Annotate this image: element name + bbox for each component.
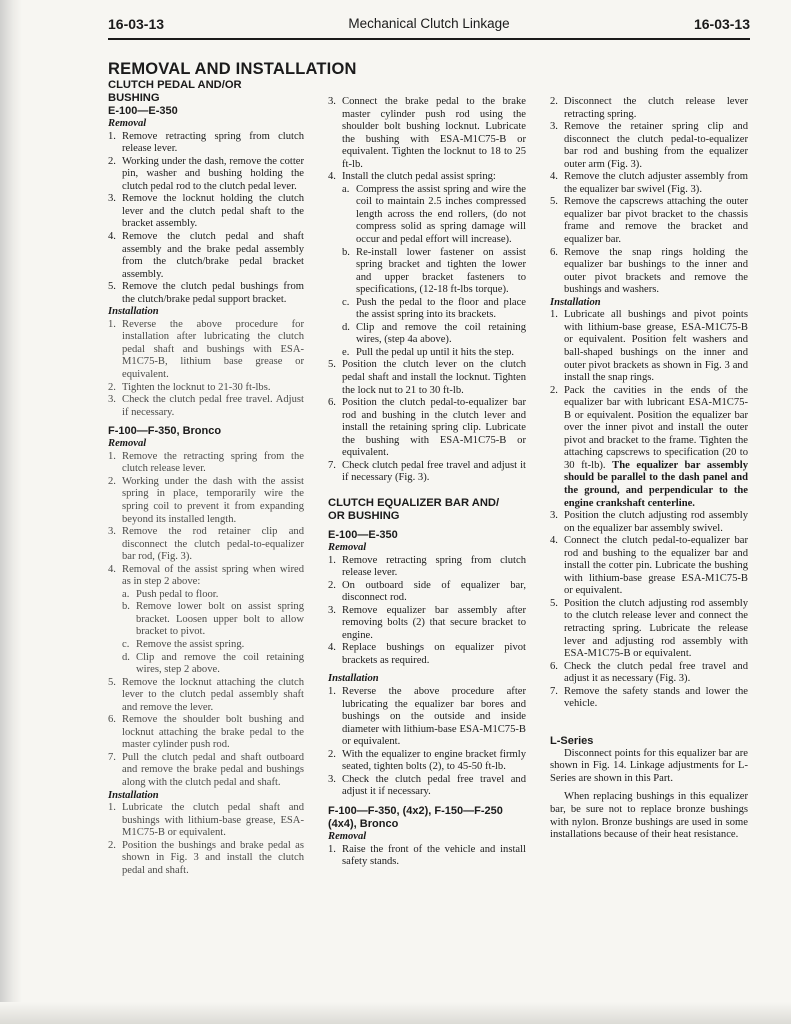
step-text: Check the clutch pedal free travel and adjust it if necessary. xyxy=(342,773,526,798)
step-text: On outboard side of equalizer bar, disconnect rod. xyxy=(342,579,526,604)
list-item xyxy=(328,359,526,397)
step-number: 4. xyxy=(108,230,116,242)
step-text: Reverse the above procedure for installation after lubricating the clutch pedal shaft and bushings with ESA-M1C75-B, lithium base grease or equivalent. xyxy=(122,318,304,381)
step-number: e. xyxy=(342,346,350,358)
step-text: Remove the retainer spring clip and disconnect the clutch pedal-to-equalizer bar rod and bushing from the equalizer outer arm (Fig. 3). xyxy=(564,121,748,170)
list-item xyxy=(108,601,304,639)
step-emphasis: The equalizer bar assembly should be parallel to the dash panel and the ground, and perpendicular to the engine crankshaft centerline. xyxy=(564,459,748,509)
step-number: 3. xyxy=(108,526,116,538)
lseries-paragraph-1: Disconnect points for this equalizer bar are shown in Fig. 14. Linkage adjustments for L-Series are shown in this Part. xyxy=(550,747,748,784)
installation-label: Installation xyxy=(108,306,159,318)
list-item xyxy=(328,96,526,171)
step-number: c. xyxy=(122,639,130,651)
list-item xyxy=(108,639,304,652)
step-text: Remove the locknut attaching the clutch lever to the clutch pedal assembly shaft and remove the lever. xyxy=(122,676,304,713)
step-text: Remove the snap rings holding the equalizer bar bushings to the inner and outer pivot brackets and remove the bushings and washers. xyxy=(564,246,748,296)
step-text: Tighten the locknut to 21-30 ft-lbs. xyxy=(122,381,271,393)
list-item xyxy=(108,394,304,419)
step-text: Position the clutch pedal-to-equalizer bar rod and bushing in the clutch lever and install the retaining spring clip. Lubricate the bushing with ESA-M1C75-B or equivalent. xyxy=(342,397,526,459)
step-number: d. xyxy=(122,651,130,663)
step-number: 3. xyxy=(328,773,336,785)
step-text: Remove the retracting spring from the clutch release lever. xyxy=(122,450,304,475)
list-item xyxy=(328,347,526,360)
step-number: 4. xyxy=(108,563,116,575)
list-item xyxy=(108,752,304,790)
step-text: Check clutch pedal free travel and adjust it if necessary (Fig. 3). xyxy=(342,459,526,484)
step-number: 7. xyxy=(108,751,116,763)
list-item xyxy=(328,460,526,485)
step-text: Connect the brake pedal to the brake master cylinder push rod using the shoulder bolt bushing locknut. Lubricate the bushing with ESA-M1C75-B or equivalent. Tighten the locknut to 18 to 25 ft-lb. xyxy=(342,96,526,170)
installation-label-2: Installation xyxy=(108,789,159,801)
removal-label-3: Removal xyxy=(328,541,367,553)
step-text: Removal of the assist spring when wired as in step 2 above: xyxy=(122,563,304,588)
step-text: Pull the clutch pedal and shaft outboard and remove the brake pedal and bushings along with the clutch pedal and shaft. xyxy=(122,751,304,789)
step-number: 1. xyxy=(550,309,558,321)
step-text: Remove the clutch adjuster assembly from the equalizer bar swivel (Fig. 3). xyxy=(564,171,748,195)
step-number: 5. xyxy=(328,359,336,371)
step-number: 4. xyxy=(328,642,336,654)
step-text: Raise the front of the vehicle and install safety stands. xyxy=(342,843,526,868)
step-number: 5. xyxy=(550,196,558,208)
model-heading-2: F-100—F-350, Bronco xyxy=(108,425,222,438)
step-number: 3. xyxy=(328,96,336,107)
install-steps-cont-2 xyxy=(328,359,526,484)
list-item xyxy=(328,605,526,643)
step-text: Position the bushings and brake pedal as shown in Fig. 3 and install the clutch pedal and shaft. xyxy=(122,839,304,876)
step-text: Push the pedal to the floor and place the assist spring into its brackets. xyxy=(356,296,526,321)
removal-steps-3 xyxy=(328,555,526,668)
removal-steps-4 xyxy=(328,844,526,869)
step-number: c. xyxy=(342,296,350,308)
step-number: 6. xyxy=(550,246,558,258)
page-binding-shadow xyxy=(0,0,22,1024)
step-number: 2. xyxy=(328,579,336,591)
removal-steps-2-cont xyxy=(108,677,304,790)
step-number: 4. xyxy=(550,171,558,183)
list-item xyxy=(108,802,304,840)
list-item xyxy=(108,714,304,752)
list-item xyxy=(108,677,304,715)
list-item xyxy=(328,774,526,799)
list-item xyxy=(328,555,526,580)
step-text: Lubricate all bushings and pivot points with lithium-base grease, ESA-M1C75-B or equivalent. Position felt washers and ball-shaped bushings on the inner and outer pivot brackets as shown in Fig. 3 and install the snap rings. xyxy=(564,309,748,384)
assist-spring-substeps xyxy=(328,184,526,360)
step-text: Remove the clutch pedal and shaft assembly and the brake pedal assembly from the clutch/brake pedal bracket assembly. xyxy=(122,230,304,280)
list-item xyxy=(550,171,748,196)
step-number: 2. xyxy=(108,155,116,167)
list-item xyxy=(108,589,304,602)
step-number: 2. xyxy=(108,475,116,487)
list-item xyxy=(108,193,304,231)
list-item xyxy=(108,382,304,395)
list-item xyxy=(108,564,304,589)
list-item xyxy=(328,322,526,347)
list-item xyxy=(108,156,304,194)
step-text: Remove lower bolt on assist spring bracket. Loosen upper bolt to allow bracket to pivot. xyxy=(136,601,304,638)
list-item xyxy=(328,642,526,667)
installation-steps-3 xyxy=(328,686,526,799)
step-number: 2. xyxy=(550,384,558,396)
heading-equalizer-bar: CLUTCH EQUALIZER BAR AND/ OR BUSHING xyxy=(328,496,500,522)
step-text: Connect the clutch pedal-to-equalizer bar rod and bushing to the equalizer bar and install the cotter pin. Lubricate the bushing with lithium-base grease ESA-M1C75-B or equivalent. xyxy=(564,535,748,597)
step-text: Check the clutch pedal free travel. Adjust if necessary. xyxy=(122,394,304,418)
step-text: Clip and remove the coil retaining wires, (step 4a above). xyxy=(356,321,526,346)
installation-steps-4 xyxy=(550,309,748,711)
lseries-paragraph-2: When replacing bushings in this equalizer bar, be sure not to replace bronze bushings with nylon. Bronze bushings are used in some installations because of their heat resistance. xyxy=(550,791,748,841)
list-item xyxy=(550,96,748,121)
list-item xyxy=(108,476,304,526)
step-number: 5. xyxy=(108,281,116,293)
list-item xyxy=(328,397,526,460)
step-number: 1. xyxy=(108,318,116,330)
step-text: Check the clutch pedal free travel and adjust it as necessary (Fig. 3). xyxy=(564,660,748,685)
step-number: 2. xyxy=(108,839,116,851)
list-item xyxy=(550,196,748,246)
list-item xyxy=(328,749,526,774)
list-item xyxy=(108,319,304,382)
install-steps-cont xyxy=(328,96,526,184)
step-number: 5. xyxy=(550,597,558,609)
step-text: Remove the assist spring. xyxy=(136,639,245,651)
list-item xyxy=(550,598,748,661)
step-number: 4. xyxy=(328,171,336,183)
list-item xyxy=(328,686,526,749)
step-text: Remove the shoulder bolt bushing and locknut attaching the brake pedal to the master cylinder push rod. xyxy=(122,714,304,751)
list-item xyxy=(550,510,748,535)
step-number: 3. xyxy=(328,604,336,616)
step-text: With the equalizer to engine bracket firmly seated, tighten bolts (2), to 45-50 ft-lb. xyxy=(342,748,526,773)
step-text: Replace bushings on equalizer pivot brackets as required. xyxy=(342,642,526,666)
step-number: 1. xyxy=(328,843,336,855)
step-text: Pack the cavities in the ends of the equalizer bar with lubricant ESA-M1C75-B or equivalent. Position the equalizer bar over the inner pivot and install the outer pivot and bracket to the frame. Tighten the attaching capscrews to specification (20 to 30 ft-lb). xyxy=(564,384,748,471)
step-number: 3. xyxy=(550,121,558,133)
step-number: 3. xyxy=(108,394,116,406)
step-text: Position the clutch adjusting rod assembly on the equalizer bar assembly swivel. xyxy=(564,510,748,534)
step-text: Disconnect the clutch release lever retracting spring. xyxy=(564,96,748,120)
step-number: 2. xyxy=(328,748,336,760)
list-item xyxy=(108,281,304,306)
page-number-left: 16-03-13 xyxy=(108,16,165,32)
step-text: Pull the pedal up until it hits the step. xyxy=(356,346,515,358)
list-item xyxy=(328,247,526,297)
step-number: 1. xyxy=(108,130,116,142)
step-text: Clip and remove the coil retaining wires, step 2 above. xyxy=(136,651,304,676)
list-item xyxy=(550,535,748,598)
list-item xyxy=(328,184,526,247)
step-text: Lubricate the clutch pedal shaft and bushings with lithium-base grease, ESA-M1C75-B or equivalent. xyxy=(122,802,304,839)
step-text: Remove the clutch pedal bushings from the clutch/brake pedal support bracket. xyxy=(122,281,304,305)
removal-steps-4-cont xyxy=(550,96,748,297)
step-text: Push pedal to floor. xyxy=(136,588,219,600)
step-number: 7. xyxy=(550,685,558,697)
removal-steps xyxy=(108,131,304,307)
main-title: REMOVAL AND INSTALLATION xyxy=(108,60,357,78)
step-text: Position the clutch lever on the clutch pedal shaft and install the locknut. Tighten the lock nut to 21 to 30 ft-lb. xyxy=(342,359,526,396)
step-text: Remove equalizer bar assembly after removing bolts (2) that secure bracket to engine. xyxy=(342,604,526,641)
step-text: Remove the locknut holding the clutch lever and the clutch pedal shaft to the bracket assembly. xyxy=(122,193,304,230)
step-number: d. xyxy=(342,321,350,333)
step-number: 3. xyxy=(550,510,558,522)
step-text: Remove the rod retainer clip and disconnect the clutch pedal-to-equalizer bar rod, (Fig. 3). xyxy=(122,526,304,563)
list-item xyxy=(108,652,304,677)
step-text: Remove retracting spring from clutch release lever. xyxy=(122,130,304,155)
list-item xyxy=(550,686,748,711)
header-rule xyxy=(108,38,750,40)
step-number: 6. xyxy=(108,714,116,726)
step-number: 4. xyxy=(550,535,558,547)
removal-label-4: Removal xyxy=(328,830,367,842)
step-text: Remove the capscrews attaching the outer equalizer bar pivot bracket to the chassis frame and remove the bracket and equalizer bar. xyxy=(564,196,748,246)
step-text: Install the clutch pedal assist spring: xyxy=(342,171,496,183)
step-text: Compress the assist spring and wire the coil to maintain 2.5 inches compressed length across the end rollers, (do not compress solid as spring damage will occur and pedal effort will increase). xyxy=(356,183,526,246)
step-number: a. xyxy=(122,588,130,600)
section-title: Mechanical Clutch Linkage xyxy=(348,16,510,31)
step-number: 2. xyxy=(550,96,558,107)
step-text: Working under the dash with the assist spring in place, temporarily wire the spring coil to prevent it from expanding beyond its installed length. xyxy=(122,475,304,525)
list-item xyxy=(108,526,304,564)
list-item xyxy=(328,171,526,184)
step-number: 6. xyxy=(550,660,558,672)
page-number-right: 16-03-13 xyxy=(693,16,750,32)
step-number: a. xyxy=(342,183,350,195)
list-item xyxy=(550,121,748,171)
step-number: 3. xyxy=(108,193,116,205)
installation-label-4: Installation xyxy=(550,296,601,308)
list-item xyxy=(108,451,304,476)
step-number: 2. xyxy=(108,381,116,393)
removal-substeps-2 xyxy=(108,589,304,677)
list-item xyxy=(328,844,526,869)
list-item xyxy=(328,297,526,322)
step-number: 1. xyxy=(108,450,116,462)
step-number: 1. xyxy=(328,686,336,698)
step-number: 5. xyxy=(108,676,116,688)
step-text: Working under the dash, remove the cotter pin, washer and bushing holding the clutch pedal rod to the clutch pedal lever. xyxy=(122,155,304,192)
removal-steps-2 xyxy=(108,451,304,589)
step-number: 7. xyxy=(328,459,336,471)
list-item xyxy=(108,131,304,156)
list-item xyxy=(108,231,304,281)
step-text: Position the clutch adjusting rod assembly to the clutch release lever and connect the retracting spring. Lubricate the release lever and adjusting rod assembly with ESA-M1C75-B or equivalent. xyxy=(564,597,748,660)
model-heading: E-100—E-350 xyxy=(108,105,178,117)
step-text: Remove retracting spring from clutch release lever. xyxy=(342,554,526,579)
list-item xyxy=(108,840,304,878)
step-number: b. xyxy=(342,246,350,258)
column-2 xyxy=(328,96,526,869)
list-item xyxy=(550,309,748,384)
step-text: Remove the safety stands and lower the vehicle. xyxy=(564,685,748,710)
model-heading-4: F-100—F-350, (4x2), F-150—F-250 (4x4), Bronco xyxy=(328,804,503,830)
step-number: b. xyxy=(122,601,130,613)
list-item xyxy=(328,580,526,605)
page-bottom-edge xyxy=(0,1002,791,1024)
page-header xyxy=(108,14,750,36)
list-item xyxy=(550,247,748,297)
removal-label-2: Removal xyxy=(108,438,147,450)
step-number: 6. xyxy=(328,397,336,409)
lseries-heading: L-Series xyxy=(550,734,594,747)
model-heading-3: E-100—E-350 xyxy=(328,528,398,541)
step-text: Re-install lower fastener on assist spring bracket and tighten the lower and upper bracket fasteners to specifications, (12-18 ft-lbs torque). xyxy=(356,246,526,296)
installation-label-3: Installation xyxy=(328,673,379,685)
list-item xyxy=(550,385,748,510)
list-item xyxy=(550,661,748,686)
installation-steps-2 xyxy=(108,802,304,877)
installation-steps xyxy=(108,319,304,419)
step-number: 1. xyxy=(108,802,116,814)
heading-clutch-pedal: CLUTCH PEDAL AND/OR BUSHING xyxy=(108,79,242,104)
step-text: Reverse the above procedure after lubricating the equalizer bar bores and bushings on the outside and inside diameter with lithium-base ESA-M1C75-B or equivalent. xyxy=(342,686,526,748)
step-number: 1. xyxy=(328,554,336,566)
column-3 xyxy=(550,96,748,842)
removal-label: Removal xyxy=(108,118,147,129)
column-1 xyxy=(108,79,304,877)
